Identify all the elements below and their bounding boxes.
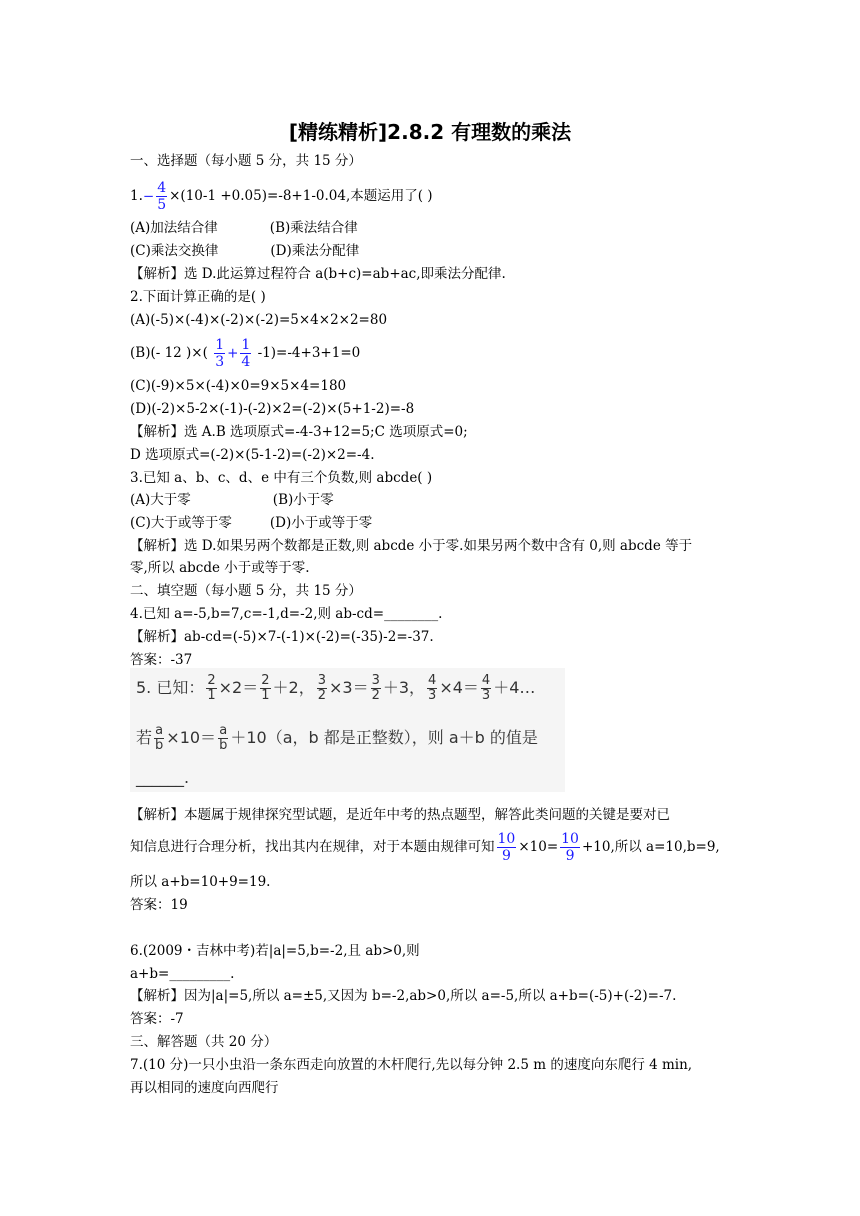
question-1-analysis: 【解析】选 D.此运算过程符合 a(b+c)=ab+ac,即乘法分配律. (130, 266, 506, 282)
question-4-answer: 答案：-37 (130, 652, 193, 668)
question-2-analysis-2: D 选项原式=(-2)×(5-1-2)=(-2)×2=-4. (130, 447, 375, 463)
question-2-option-b: (B)(- 12 )×( $\frac{1}{3}$ + $\frac{1}{4}$ -1)=-4+3+1=0 (130, 337, 361, 370)
option-d: (D)小于或等于零 (269, 515, 373, 531)
minus-sign: − (142, 188, 155, 205)
question-5-answer: 答案：19 (130, 897, 188, 913)
question-4-stem: 4.已知 a=-5,b=7,c=-1,d=-2,则 ab-cd=________. (130, 606, 443, 622)
question-1-options-ab (130, 219, 358, 237)
scan-line-2: 若 $\frac{a}{b}$ ×10＝ $\frac{a}{b}$ ＋10（a，b 都是正整数），则 a＋b 的值是 (136, 723, 538, 753)
fraction-10-9: $\frac{10}{9}$ (497, 831, 516, 864)
question-1-options-cd (130, 242, 359, 260)
option-c: (C)大于或等于零 (130, 515, 232, 531)
question-6-stem-1: 6.(2009・吉林中考)若|a|=5,b=-2,且 ab>0,则 (130, 943, 420, 959)
fraction-1-4: $\frac{1}{4}$ (241, 337, 251, 370)
question-6-answer: 答案：-7 (130, 1011, 184, 1027)
question-6-stem-2: a+b=_________. (130, 966, 235, 982)
question-5-analysis-2: 知信息进行合理分析，找出其内在规律，对于本题由规律可知 $\frac{10}{9}$ ×10= $\frac{10}{9}$ +10,所以 a=10,b=9, (130, 831, 720, 864)
question-2-option-a: (A)(-5)×(-4)×(-2)×(-2)=5×4×2×2=80 (130, 312, 388, 328)
question-5-analysis-1: 【解析】本题属于规律探究型试题，是近年中考的热点题型，解答此类问题的关键是要对已 (130, 807, 670, 823)
option-a: (A)加法结合律 (130, 220, 218, 236)
question-3-options-cd (130, 514, 372, 532)
question-6-analysis: 【解析】因为|a|=5,所以 a=±5,又因为 b=-2,ab>0,所以 a=-5,所以 a+b=(-5)+(-2)=-7. (130, 988, 677, 1004)
question-5-scanned-image (130, 668, 565, 792)
question-3-stem: 3.已知 a、b、c、d、e 中有三个负数,则 abcde( ) (130, 470, 433, 486)
page-title: [精练精析]2.8.2 有理数的乘法 (288, 120, 572, 144)
option-c: (C)乘法交换律 (130, 243, 219, 259)
section-fill-heading: 二、填空题（每小题 5 分，共 15 分） (130, 583, 362, 599)
fraction-1-3: $\frac{1}{3}$ (215, 337, 225, 370)
question-5-analysis-3: 所以 a+b=10+9=19. (130, 874, 271, 890)
question-2-option-d: (D)(-2)×5-2×(-1)-(-2)×2=(-2)×(5+1-2)=-8 (130, 401, 415, 417)
scan-line-1: 5. 已知： $\frac{2}{1}$ ×2＝ $\frac{2}{1}$ ＋2， $\frac{3}{2}$ ×3＝ $\frac{3}{2}$ ＋3， $\frac{4}{3}$ ×4＝ $\frac{4}{3}$ ＋4… (136, 673, 536, 703)
option-b: (B)小于零 (272, 492, 334, 508)
section-choice-heading: 一、选择题（每小题 5 分，共 15 分） (130, 153, 362, 169)
question-3-analysis-2: 零,所以 abcde 小于或等于零. (130, 560, 310, 576)
question-2-stem: 2.下面计算正确的是( ) (130, 289, 266, 305)
fraction-10-9-b: $\frac{10}{9}$ (561, 831, 579, 864)
option-b: (B)乘法结合律 (269, 220, 358, 236)
question-4-analysis: 【解析】ab-cd=(-5)×7-(-1)×(-2)=(-35)-2=-37. (130, 629, 434, 645)
question-7-stem-1: 7.(10 分)一只小虫沿一条东西走向放置的木杆爬行,先以每分钟 2.5 m 的速度向东爬行 4 min, (130, 1057, 693, 1073)
scan-line-3: ______. (136, 768, 190, 787)
question-2-analysis-1: 【解析】选 A.B 选项原式=-4-3+12=5;C 选项原式=0; (130, 424, 468, 440)
question-3-analysis-1: 【解析】选 D.如果另两个数都是正数,则 abcde 小于零.如果另两个数中含有 0,则 abcde 等于 (130, 538, 693, 554)
option-a: (A)大于零 (130, 492, 191, 508)
question-7-stem-2: 再以相同的速度向西爬行 (130, 1080, 279, 1096)
question-3-options-ab (130, 491, 334, 509)
question-2-option-c: (C)(-9)×5×(-4)×0=9×5×4=180 (130, 378, 347, 394)
option-d: (D)乘法分配律 (270, 243, 360, 259)
fraction-4-5: $\frac{4}{5}$ (157, 180, 167, 213)
section-solve-heading: 三、解答题（共 20 分） (130, 1034, 278, 1050)
question-1: 1.− $\frac{4}{5}$ ×(10-1 +0.05)=-8+1-0.04,本题运用了( ) (130, 180, 433, 213)
